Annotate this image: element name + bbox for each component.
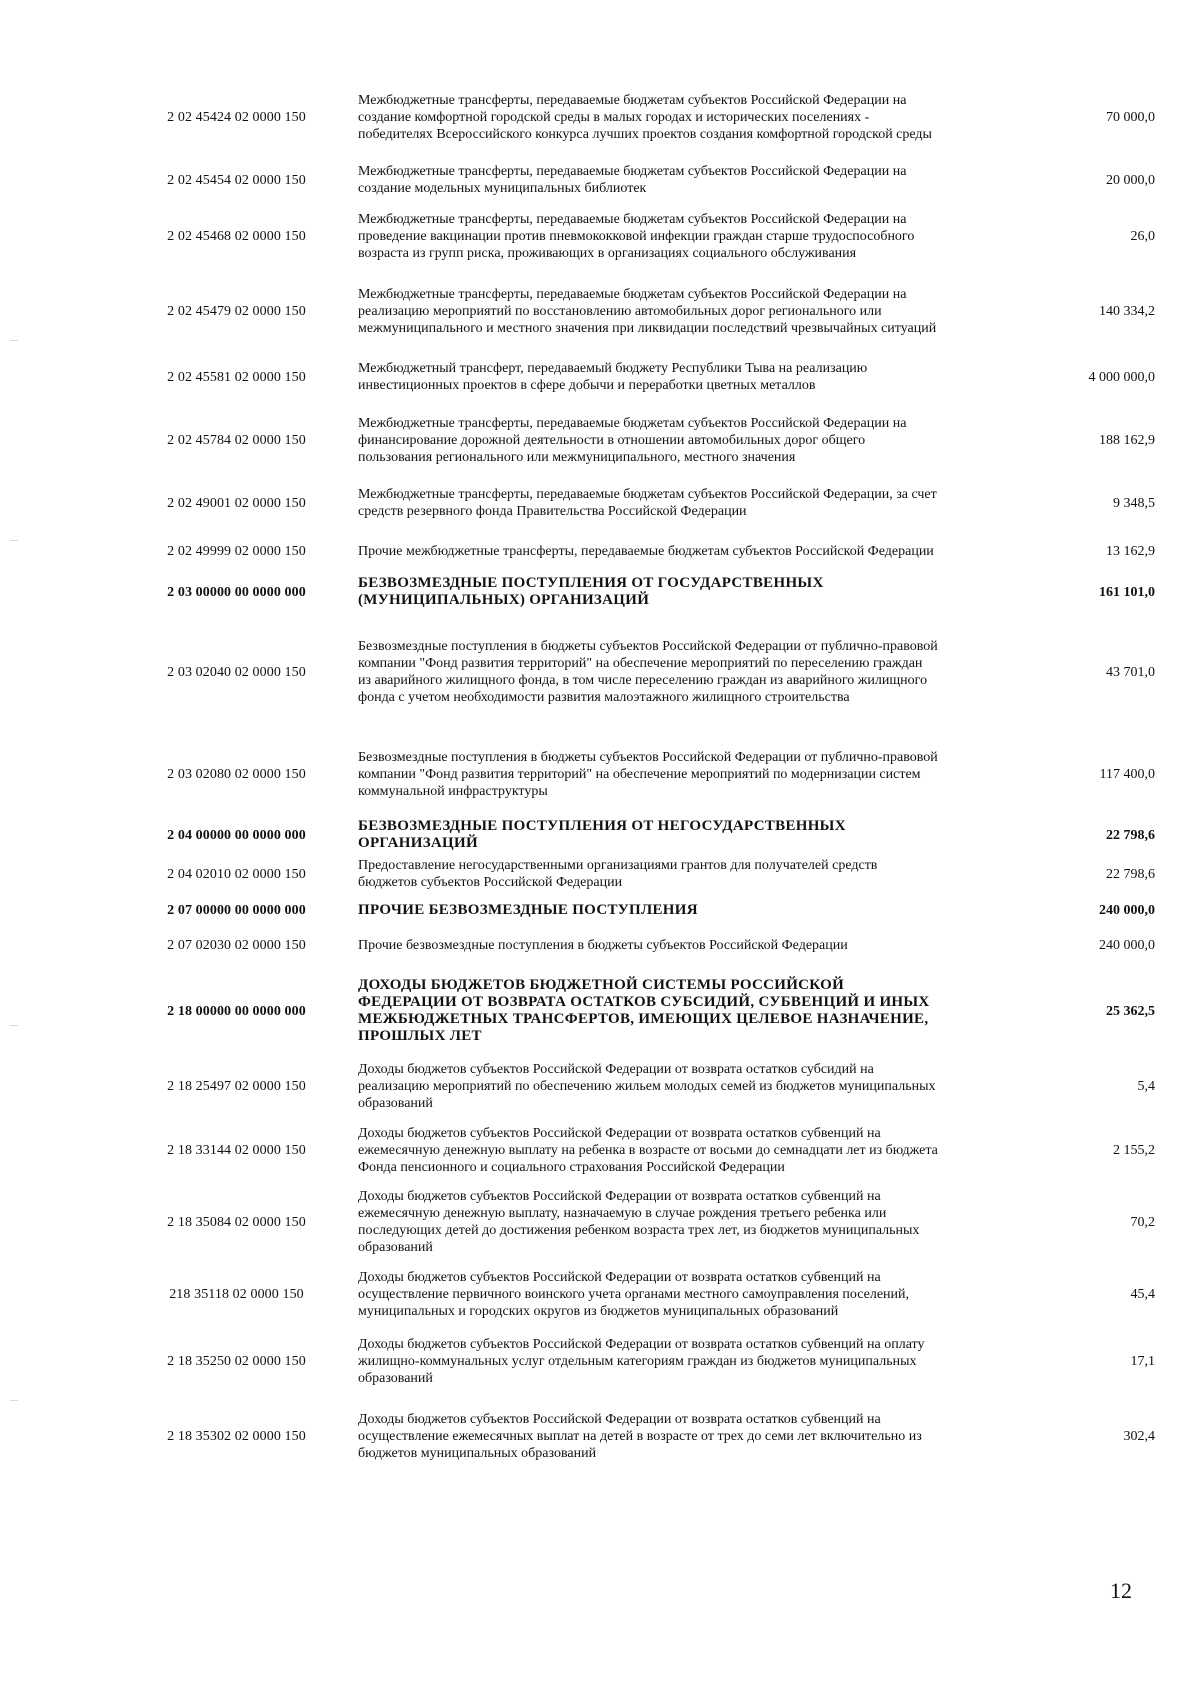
amount-cell: 43 701,0 (1106, 664, 1155, 680)
table-row (115, 160, 1155, 200)
budget-code-cell: 2 04 02010 02 0000 150 (167, 866, 306, 882)
description-cell: Доходы бюджетов субъектов Российской Федерации от возврата остатков субвенций на оплату жилищно-коммунальных услуг отдельным категориям граждан из бюджетов муниципальных образований (358, 1336, 925, 1386)
budget-code-cell: 2 03 02040 02 0000 150 (167, 664, 306, 680)
table-section-row (115, 816, 1155, 854)
table-row (115, 1114, 1155, 1186)
amount-cell: 4 000 000,0 (1088, 369, 1155, 385)
amount-cell: 17,1 (1130, 1353, 1155, 1369)
table-row (115, 854, 1155, 894)
budget-revenue-table (115, 74, 1155, 1480)
description-cell: Межбюджетный трансферт, передаваемый бюджету Республики Тыва на реализацию инвестиционных проектов в сфере добычи и переработки цветных металлов (358, 361, 868, 393)
budget-code-cell: 2 07 02030 02 0000 150 (167, 937, 306, 953)
table-row (115, 350, 1155, 404)
budget-code-cell: 2 02 49999 02 0000 150 (167, 543, 306, 559)
description-cell: Безвозмездные поступления в бюджеты субъектов Российской Федерации от публично-правовой компании "Фонд развития территорий" на обеспечение мероприятий по переселению граждан из аварийного жилищного фонда, в том числе переселению граждан из аварийного жилищного фонда с учетом необходимости развития малоэтажного жилищного строительства (358, 639, 938, 705)
scan-mark (10, 1025, 18, 1026)
description-cell: Межбюджетные трансферты, передаваемые бюджетам субъектов Российской Федерации на проведение вакцинации против пневмококковой инфекции граждан старше трудоспособного возраста из групп риска, проживающих в организациях социального обслуживания (358, 211, 915, 261)
description-cell: ДОХОДЫ БЮДЖЕТОВ БЮДЖЕТНОЙ СИСТЕМЫ РОССИЙСКОЙ ФЕДЕРАЦИИ ОТ ВОЗВРАТА ОСТАТКОВ СУБСИДИЙ, СУБВЕНЦИЙ И ИНЫХ МЕЖБЮДЖЕТНЫХ ТРАНСФЕРТОВ, ИМЕЮЩИХ ЦЕЛЕВОЕ НАЗНАЧЕНИЕ, ПРОШЛЫХ ЛЕТ (358, 977, 930, 1044)
description-cell: Предоставление негосударственными организациями грантов для получателей средств бюджетов субъектов Российской Федерации (358, 858, 878, 890)
budget-code-cell: 218 35118 02 0000 150 (169, 1286, 304, 1302)
description-cell: ПРОЧИЕ БЕЗВОЗМЕЗДНЫЕ ПОСТУПЛЕНИЯ (358, 901, 698, 918)
budget-code-cell: 2 02 45581 02 0000 150 (167, 369, 306, 385)
amount-cell: 22 798,6 (1106, 827, 1155, 843)
table-row (115, 1330, 1155, 1392)
amount-cell: 5,4 (1137, 1078, 1155, 1094)
amount-cell: 9 348,5 (1113, 495, 1155, 511)
budget-code-cell: 2 02 49001 02 0000 150 (167, 495, 306, 511)
description-cell: Межбюджетные трансферты, передаваемые бюджетам субъектов Российской Федерации на создание модельных муниципальных библиотек (358, 164, 907, 196)
description-cell: Доходы бюджетов субъектов Российской Федерации от возврата остатков субвенций на ежемесячную денежную выплату, назначаемую в случае рождения третьего ребенка или последующих детей до достижения ребенком возраста трех лет, из бюджетов муниципальных образований (358, 1189, 920, 1255)
budget-code-cell: 2 18 00000 00 0000 000 (167, 1003, 306, 1019)
amount-cell: 188 162,9 (1099, 432, 1155, 448)
budget-code-cell: 2 02 45424 02 0000 150 (167, 109, 306, 125)
description-cell: Доходы бюджетов субъектов Российской Федерации от возврата остатков субвенций на ежемесячную денежную выплату на ребенка в возрасте от восьми до семнадцати лет из бюджета Фонда пенсионного и социального страхования Российской Федерации (358, 1125, 938, 1175)
budget-code-cell: 2 02 45479 02 0000 150 (167, 303, 306, 319)
budget-code-cell: 2 07 00000 00 0000 000 (167, 902, 306, 918)
description-cell: Прочие безвозмездные поступления в бюджеты субъектов Российской Федерации (358, 937, 848, 953)
amount-cell: 240 000,0 (1099, 902, 1155, 918)
table-row (115, 732, 1155, 816)
description-cell: Доходы бюджетов субъектов Российской Федерации от возврата остатков субсидий на реализацию мероприятий по обеспечению жильем молодых семей из бюджетов муниципальных образований (358, 1061, 936, 1111)
description-cell: БЕЗВОЗМЕЗДНЫЕ ПОСТУПЛЕНИЯ ОТ НЕГОСУДАРСТВЕННЫХ ОРГАНИЗАЦИЙ (358, 818, 846, 851)
budget-code-cell: 2 18 35250 02 0000 150 (167, 1353, 306, 1369)
budget-code-cell: 2 18 25497 02 0000 150 (167, 1078, 306, 1094)
table-row (115, 74, 1155, 160)
amount-cell: 240 000,0 (1099, 937, 1155, 953)
table-row (115, 272, 1155, 350)
table-row (115, 404, 1155, 476)
table-row (115, 612, 1155, 732)
description-cell: Межбюджетные трансферты, передаваемые бюджетам субъектов Российской Федерации на финансирование дорожной деятельности в отношении автомобильных дорог общего пользования регионального или межмуниципального, местного значения (358, 415, 907, 465)
amount-cell: 26,0 (1130, 228, 1155, 244)
table-row (115, 476, 1155, 530)
budget-code-cell: 2 02 45784 02 0000 150 (167, 432, 306, 448)
description-cell: Межбюджетные трансферты, передаваемые бюджетам субъектов Российской Федерации, за счет средств резервного фонда Правительства Российской Федерации (358, 487, 937, 519)
description-cell: Межбюджетные трансферты, передаваемые бюджетам субъектов Российской Федерации на создание комфортной городской среды в малых городах и исторических поселениях - победителях Всероссийского конкурса лучших проектов создания комфортной городской среды (358, 92, 932, 142)
description-cell: Безвозмездные поступления в бюджеты субъектов Российской Федерации от публично-правовой компании "Фонд развития территорий" на обеспечение мероприятий по модернизации систем коммунальной инфраструктуры (358, 749, 938, 799)
table-section-row (115, 894, 1155, 926)
table-row (115, 1258, 1155, 1330)
table-section-row (115, 964, 1155, 1058)
amount-cell: 70,2 (1130, 1214, 1155, 1230)
description-cell: Межбюджетные трансферты, передаваемые бюджетам субъектов Российской Федерации на реализацию мероприятий по восстановлению автомобильных дорог регионального или межмуниципального и местного значения при ликвидации последствий чрезвычайных ситуаций (358, 286, 937, 336)
page-number: 12 (1110, 1578, 1132, 1603)
budget-code-cell: 2 18 33144 02 0000 150 (167, 1142, 306, 1158)
table-row (115, 530, 1155, 572)
budget-code-cell: 2 18 35084 02 0000 150 (167, 1214, 306, 1230)
scan-mark (10, 340, 18, 341)
description-cell: Доходы бюджетов субъектов Российской Федерации от возврата остатков субвенций на осуществление первичного воинского учета органами местного самоуправления поселений, муниципальных и городских округов из бюджетов муниципальных образований (358, 1269, 910, 1319)
budget-code-cell: 2 18 35302 02 0000 150 (167, 1428, 306, 1444)
amount-cell: 117 400,0 (1099, 766, 1155, 782)
table-row (115, 926, 1155, 964)
amount-cell: 140 334,2 (1099, 303, 1155, 319)
budget-code-cell: 2 02 45468 02 0000 150 (167, 228, 306, 244)
amount-cell: 13 162,9 (1106, 543, 1155, 559)
table-row (115, 1186, 1155, 1258)
scan-mark (10, 1400, 18, 1401)
amount-cell: 22 798,6 (1106, 866, 1155, 882)
description-cell: Прочие межбюджетные трансферты, передаваемые бюджетам субъектов Российской Федерации (358, 543, 934, 559)
table-body (115, 74, 1155, 1480)
table-row (115, 200, 1155, 272)
amount-cell: 70 000,0 (1106, 109, 1155, 125)
budget-code-cell: 2 02 45454 02 0000 150 (167, 172, 306, 188)
description-cell: Доходы бюджетов субъектов Российской Федерации от возврата остатков субвенций на осуществление ежемесячных выплат на детей в возрасте от трех до семи лет включительно из бюджетов муниципальных образований (358, 1411, 922, 1461)
amount-cell: 20 000,0 (1106, 172, 1155, 188)
amount-cell: 25 362,5 (1106, 1003, 1155, 1019)
table-section-row (115, 572, 1155, 612)
table-row (115, 1392, 1155, 1480)
amount-cell: 161 101,0 (1099, 584, 1155, 600)
scan-mark (10, 540, 18, 541)
budget-code-cell: 2 04 00000 00 0000 000 (167, 827, 306, 843)
table-row (115, 1058, 1155, 1114)
budget-code-cell: 2 03 02080 02 0000 150 (167, 766, 306, 782)
amount-cell: 302,4 (1123, 1428, 1155, 1444)
amount-cell: 2 155,2 (1113, 1142, 1155, 1158)
description-cell: БЕЗВОЗМЕЗДНЫЕ ПОСТУПЛЕНИЯ ОТ ГОСУДАРСТВЕННЫХ (МУНИЦИПАЛЬНЫХ) ОРГАНИЗАЦИЙ (358, 575, 824, 608)
budget-code-cell: 2 03 00000 00 0000 000 (167, 584, 306, 600)
amount-cell: 45,4 (1130, 1286, 1155, 1302)
